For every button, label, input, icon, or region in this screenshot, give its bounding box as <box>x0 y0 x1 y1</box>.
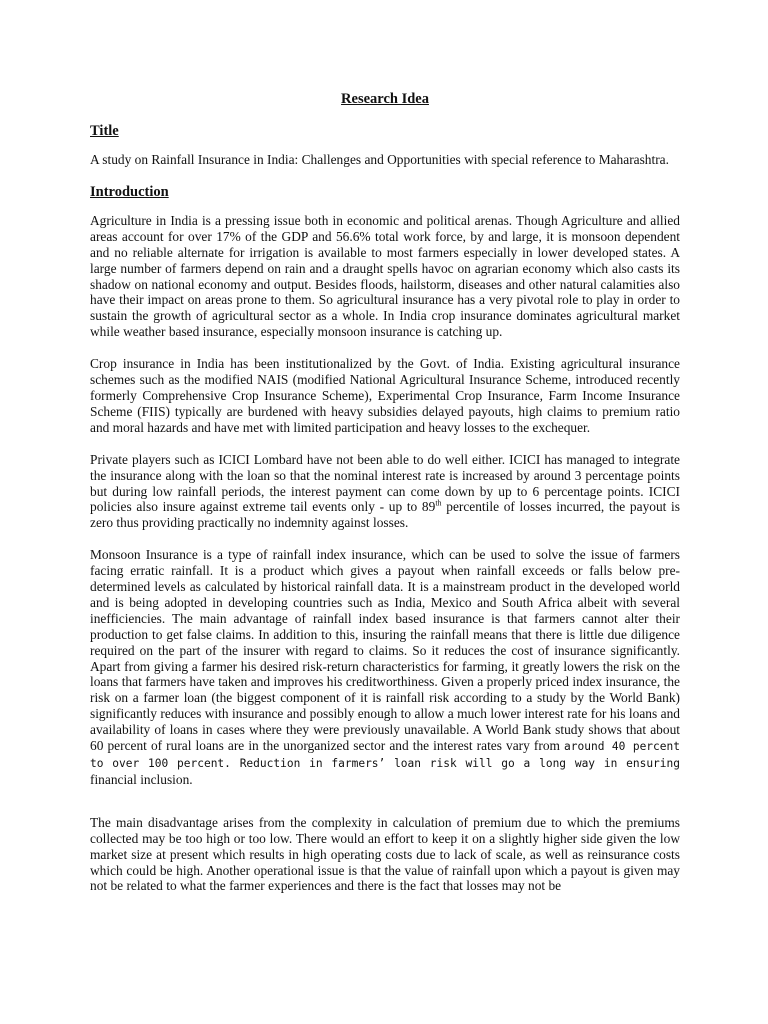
ordinal-superscript: th <box>435 498 442 508</box>
paragraph-crop-insurance: Crop insurance in India has been institutionalized by the Govt. of India. Existing agricultural insurance schemes such as the modified NAIS (modified National Agricultural Insurance Scheme, introduced recently formerly Comprehensive Crop Insurance Scheme), Experimental Crop Insurance, Farm Income Insurance Scheme (FIIS) typically are burdened with heavy subsidies delayed payouts, high claims to premium ratio and moral hazards and have met with limited participation and heavy losses to the exchequer. <box>90 356 680 435</box>
monsoon-insurance-text: Monsoon Insurance is a type of rainfall index insurance, which can be used to solve the issue of farmers facing erratic rainfall. It is a product which gives a payout when rainfall exceeds or falls below pre-determined levels as calculated by historical rainfall data. It is a mainstream product in the developed world and is being adopted in developing countries such as India, Mexico and South Africa albeit with several inefficiencies. The main advantage of rainfall index based insurance is that farmers cannot alter their production to get false claims. In addition to this, insuring the rainfall means that there is little due diligence required on the part of the insurer with regard to claims. So it reduces the cost of insurance significantly. Apart from giving a farmer his desired risk-return characteristics for farming, it greatly lowers the risk on the loans that farmers have taken and improves his creditworthiness. Given a properly priced index insurance, the risk on a farmer loan (the biggest component of it is rainfall risk according to a study by the World Bank) significantly reduces with insurance and possibly enough to allow a much lower interest rate for his loans and availability of loans in cases where they were previously unavailable. A World Bank study shows that about 60 percent of rural loans are in the unorganized sector and the interest rates vary from <box>90 547 680 754</box>
private-players-text-end: percentile of losses incurred, the payout is zero thus providing practically no indemnity against losses. <box>90 499 680 531</box>
monsoon-insurance-text-end: financial inclusion. <box>90 771 193 787</box>
paragraph-private-players <box>90 452 680 532</box>
title-section-heading: Title <box>90 123 119 139</box>
study-title-text: A study on Rainfall Insurance in India: Challenges and Opportunities with special reference to Maharashtra. <box>90 152 669 167</box>
paragraph-disadvantages: The main disadvantage arises from the complexity in calculation of premium due to which the premiums collected may be too high or too low. There would an effort to keep it on a slightly higher side given the low market size at present which results in high operating costs due to lack of scale, as well as reinsurance costs which could be high. Another operational issue is that the value of rainfall upon which a payout is given may not be related to what the farmer experiences and there is the fact that losses may not be <box>90 814 680 894</box>
paragraph-monsoon-insurance <box>90 547 680 788</box>
monsoon-insurance-mono-text: around 40 percent to over 100 percent. Reduction in farmers’ loan risk will go a long way in ensuring <box>90 740 680 770</box>
document-heading: Research Idea <box>341 91 429 107</box>
paragraph-agriculture: Agriculture in India is a pressing issue both in economic and political arenas. Though Agriculture and allied areas account for over 17% of the GDP and 56.6% total work force, by and large, it is monsoon dependent and no reliable alternate for irrigation is available to most farmers especially in lower developed states. A large number of farmers depend on rain and a draught spells havoc on agrarian economy which also casts its shadow on national economy and output. Besides floods, hailstorm, diseases and other natural calamities also have their impact on areas prone to them. So agricultural insurance has a very pivotal role to play in order to sustain the growth of agricultural sector as a whole. In India crop insurance dominates agricultural market while weather based insurance, especially monsoon insurance is catching up. <box>90 212 680 340</box>
introduction-section-heading: Introduction <box>90 183 169 200</box>
private-players-text-start: Private players such as ICICI Lombard have not been able to do well either. ICICI has managed to integrate the insurance along with the loan so that the nominal interest rate is increased by around 3 percentage points but during low rainfall periods, the interest payment can come down by up to 6 percentage points. ICICI policies also insure against extreme tail events only - up to 89 <box>90 451 680 515</box>
